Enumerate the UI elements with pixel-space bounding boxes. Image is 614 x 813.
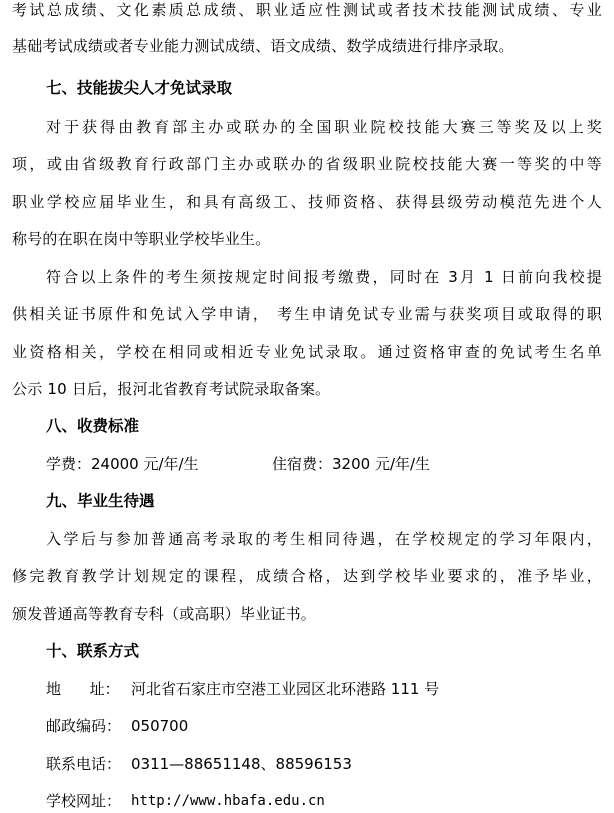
section-7-para2-line-1: 符合以上条件的考生须按规定时间报考缴费，同时在 3月 1 日前向我校提: [46, 268, 602, 286]
section-7-title: 七、技能拔尖人才免试录取: [46, 79, 233, 97]
section-9-line-1: 入学后与参加普通高考录取的考生相同待遇，在学校规定的学习年限内，: [46, 530, 602, 548]
phone-value: 0311—88651148、88596153: [131, 755, 352, 773]
section-10-title: 十、联系方式: [46, 642, 140, 660]
postcode-value: 050700: [131, 717, 189, 735]
section-7-para2-line-4: 公示 10 日后，报河北省教育考试院录取备案。: [12, 380, 331, 398]
section-9-line-3: 颁发普通高等教育专科（或高职）毕业证书。: [12, 605, 317, 623]
section-9-line-2: 修完教育教学计划规定的课程，成绩合格，达到学校毕业要求的，准予毕业，: [12, 567, 602, 585]
address-value: 河北省石家庄市空港工业园区北环港路 111 号: [131, 680, 440, 698]
section-8-title: 八、收费标准: [46, 417, 140, 435]
section-7-para1-line-4: 称号的在职在岗中等职业学校毕业生。: [12, 230, 271, 248]
section-7-para1-line-3: 职业学校应届毕业生，和具有高级工、技师资格、获得县级劳动模范先进个人: [12, 193, 602, 211]
address-label: 地 址：: [46, 680, 120, 698]
phone-label: 联系电话：: [46, 755, 122, 773]
postcode-label: 邮政编码：: [46, 717, 122, 735]
section-7-para2-line-2: 供相关证书原件和免试入学申请， 考生申请免试专业需与获奖项目或取得的职: [12, 305, 602, 323]
section-7-para1-line-1: 对于获得由教育部主办或联办的全国职业院校技能大赛三等奖及以上奖: [46, 118, 602, 136]
section-7-para1-line-2: 项，或由省级教育行政部门主办或联办的省级职业院校技能大赛一等奖的中等: [12, 155, 602, 173]
section-7-para2-line-3: 业资格相关，学校在相同或相近专业免试录取。通过资格审查的免试考生名单: [12, 343, 602, 361]
intro-line-1: 考试总成绩、文化素质总成绩、职业适应性测试或者技术技能测试成绩、专业: [12, 1, 602, 19]
website-label: 学校网址：: [46, 792, 122, 810]
accommodation-fee: 住宿费：3200 元/年/生: [272, 455, 431, 473]
website-link[interactable]: http://www.hbafa.edu.cn: [131, 793, 325, 809]
section-9-title: 九、毕业生待遇: [46, 492, 155, 510]
intro-line-2: 基础考试成绩或者专业能力测试成绩、语文成绩、数学成绩进行排序录取。: [12, 37, 514, 55]
tuition-fee: 学费：24000 元/年/生: [46, 455, 199, 473]
